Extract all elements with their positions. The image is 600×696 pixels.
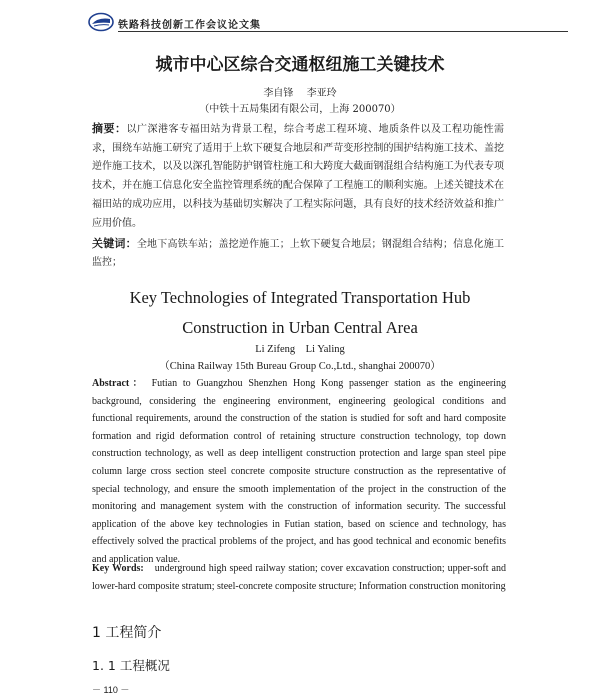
chinese-abstract-label: 摘要：	[92, 122, 127, 135]
english-authors: Li Zifeng Li Yaling	[255, 344, 345, 355]
journal-title: 铁路科技创新工作会议论文集	[118, 20, 261, 31]
english-keywords-label: Key Words:	[92, 563, 144, 574]
chinese-title: 城市中心区综合交通枢纽施工关键技术	[155, 55, 445, 75]
chinese-affiliation: （中铁十五局集团有限公司，上海 200070）	[199, 104, 401, 115]
page-number: － 110 －	[92, 685, 130, 695]
chinese-keywords	[92, 235, 504, 272]
section-heading-1: 1 工程简介	[92, 625, 162, 641]
english-keywords	[92, 560, 506, 595]
header-rule	[118, 31, 568, 32]
chinese-abstract-text: 以广深港客专福田站为背景工程，综合考虑工程环境、地质条件以及工程功能性需求，围绕车站施工研究了适用于上软下硬复合地层和严苛变形控制的围护结构施工技术、盖挖逆作施工技术，以及以深孔智能防护钢管柱施工和大跨度大截面钢混组合结构施工为代表专项技术，并在施工信息化安全监控管理系统的配合保障了工程施工的顺利实施。上述关键技术在福田站的成功应用，以科技为基础切实解决了工程实际问题，具有良好的技术经济效益和推广应用价值。	[92, 124, 504, 229]
english-abstract-text: Futian to Guangzhou Shenzhen Hong Kong passenger station as the engineering background, considering the engineering environment, engineering geological conditions and functional requirements, around the construction of the station is studied for soft and hard composite formation and rigid deformation control of retaining structure construction technology, top down construction technology, as well as deep intelligent construction protection and large span steel pipe column large cross section steel concrete composite structure construction as the representative of special technology, and ensure the smooth implementation of the project in the construction of the monitoring and management system with the construction of information security. The successful application of the above key technologies in Futian station, based on science and technology, has effectively solved the practical problems of the project, and has good technical and economic benefits and application value.	[92, 378, 506, 565]
section-heading-1-1: 1. 1 工程概况	[92, 658, 170, 673]
english-title-line2: Construction in Urban Central Area	[182, 318, 418, 337]
chinese-keywords-label: 关键词：	[92, 237, 137, 250]
english-affiliation: （China Railway 15th Bureau Group Co.,Ltd., shanghai 200070）	[159, 361, 441, 372]
english-abstract-label: Abstract：	[92, 378, 146, 389]
page-header	[88, 12, 568, 34]
chinese-abstract	[92, 120, 504, 233]
chinese-authors: 李自锋 李亚玲	[263, 88, 337, 99]
english-abstract	[92, 375, 506, 569]
english-keywords-text: underground high speed railway station; cover excavation construction; upper-soft and lower-hard composite stratum; steel-concrete composite structure; Information construction monitoring	[92, 563, 506, 592]
english-title-line1: Key Technologies of Integrated Transportation Hub	[129, 288, 471, 307]
english-title	[0, 283, 600, 343]
chinese-keywords-text: 全地下高铁车站；盖挖逆作施工；上软下硬复合地层；钢混组合结构；信息化施工监控；	[92, 239, 505, 268]
train-logo-icon	[88, 12, 114, 32]
